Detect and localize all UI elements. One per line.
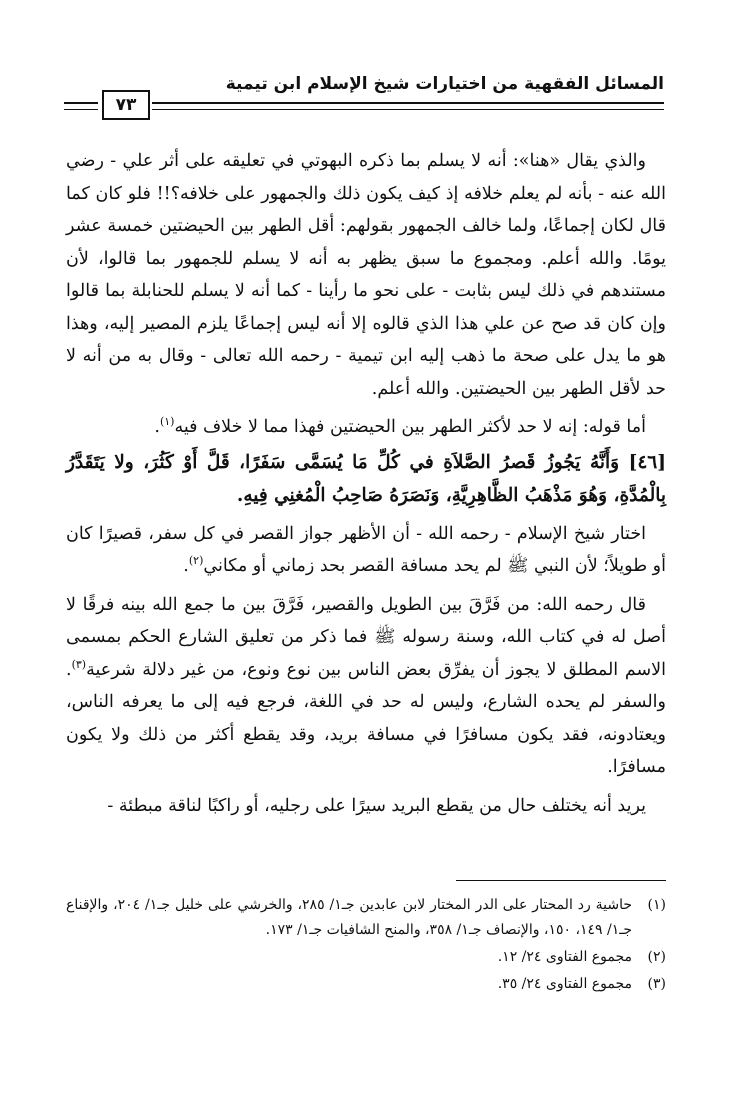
page-number: ٧٣ [102, 90, 150, 120]
footnote-ref: (١) [159, 415, 175, 429]
footnote-number: (٣) [647, 976, 666, 992]
footnote [66, 945, 666, 970]
paragraph [66, 518, 666, 583]
footnote [66, 893, 666, 943]
paragraph-text: يريد أنه يختلف حال من يقطع البريد سيرًا على رجليه، أو راكبًا لناقة مبطئة - [107, 795, 646, 816]
paragraph-text: قال رحمه الله: من فَرَّقَ بين الطويل والقصير، فَرَّقَ بين ما جمع الله بينه فرقًا لا أصل له في كتاب الله، وسنة رسوله ﷺ فما ذكر من تعليق الشارع الحكم بمسمى الاسم المطلق لا يجوز أن يفرِّق بعض الناس بين نوع ونوع، من غير دلالة شرعية [66, 594, 666, 680]
footnotes [66, 893, 666, 999]
header-left-rule [64, 102, 98, 110]
paragraph [66, 790, 666, 823]
footnote-separator [456, 880, 666, 881]
issue-text: وَأَنَّهُ يَجُوزُ قَصرُ الصَّلاَةِ في كُلِّ مَا يُسَمَّى سَفَرًا، قَلَّ أَوْ كَثُرَ، ولا يَتَقَدَّرُ بِالْمُدَّةِ، وَهُوَ مَذْهَبُ الظَّاهِرِيَّةِ، وَنَصَرَهُ صَاحِبُ الْمُغنِي فِيهِ. [66, 451, 666, 506]
paragraph [66, 145, 666, 405]
footnote-text: مجموع الفتاوى ٢٤/ ١٢. [497, 949, 632, 965]
issue-heading [66, 446, 666, 512]
footnote [66, 972, 666, 997]
paragraph-text: والذي يقال «هنا»: أنه لا يسلم بما ذكره البهوتي في تعليقه على أثر علي - رضي الله عنه - بأنه لم يعلم خلافه إذ كيف يكون ذلك والجمهور على خلافه؟!! فلو كان كما قال لكان إجماعًا، ولما خالف الجمهور بقولهم: أقل الطهر بين الحيضتين خمسة عشر يومًا. والله أعلم. ومجموع ما سبق يظهر به أنه لا يسلم للجمهور بما قالوا، لأن مستندهم في ذلك ليس بثابت - على نحو ما رأينا - كما أنه لا يسلم للحنابلة بما قالوا وإن كان قد صح عن علي هذا الذي قالوه إلا أنه ليس إجماعًا يلزم المصير إليه، وهذا هو ما يدل على صحة ما ذهب إليه ابن تيمية - رحمه الله تعالى - وقال به من أنه لا حد لأقل الطهر بين الحيضتين. والله أعلم. [66, 151, 666, 399]
paragraph-text: أما قوله: إنه لا حد لأكثر الطهر بين الحيضتين فهذا مما لا خلاف فيه [174, 417, 646, 437]
footnote-number: (٢) [647, 949, 666, 965]
footnote-ref: (٣) [71, 657, 87, 671]
paragraph-tail: . والسفر لم يحده الشارع، وليس له حد في اللغة، فرجع فيه إلى ما يعرفه الناس، ويعتادونه، فقد يكون مسافرًا في مسافة بريد، وقد يقطع أكثر من ذلك ولا يكون مسافرًا. [66, 659, 666, 777]
paragraph: أما قوله: إنه لا حد لأكثر الطهر بين الحيضتين فهذا مما لا خلاف فيه$^{(١)}$. [154, 415, 646, 437]
issue-number: [٤٦] [628, 451, 666, 473]
footnote-text: مجموع الفتاوى ٢٤/ ٣٥. [497, 976, 632, 992]
footnote-text: حاشية رد المحتار على الدر المختار لابن عابدين جـ١/ ٢٨٥، والخرشي على خليل جـ١/ ٢٠٤، والإقناع جـ١/ ١٤٩، ١٥٠، والإنصاف جـ١/ ٣٥٨، والمنح الشافيات جـ١/ ١٧٣. [66, 897, 633, 938]
header-rule [152, 102, 664, 110]
header-title: المسائل الفقهية من اختيارات شيخ الإسلام ابن تيمية [225, 74, 664, 94]
paragraph-text: اختار شيخ الإسلام - رحمه الله - أن الأظهر جواز القصر في كل سفر، قصيرًا كان أو طويلاً؛ لأن النبي ﷺ لم يحد مسافة القصر بحد زماني أو مكاني [66, 523, 666, 576]
paragraph-tail: . [183, 556, 189, 576]
footnote-ref: (٢) [188, 554, 204, 568]
main-text [66, 145, 666, 822]
footnote-number: (١) [647, 897, 666, 913]
paragraph [66, 589, 666, 784]
running-header [64, 70, 664, 120]
